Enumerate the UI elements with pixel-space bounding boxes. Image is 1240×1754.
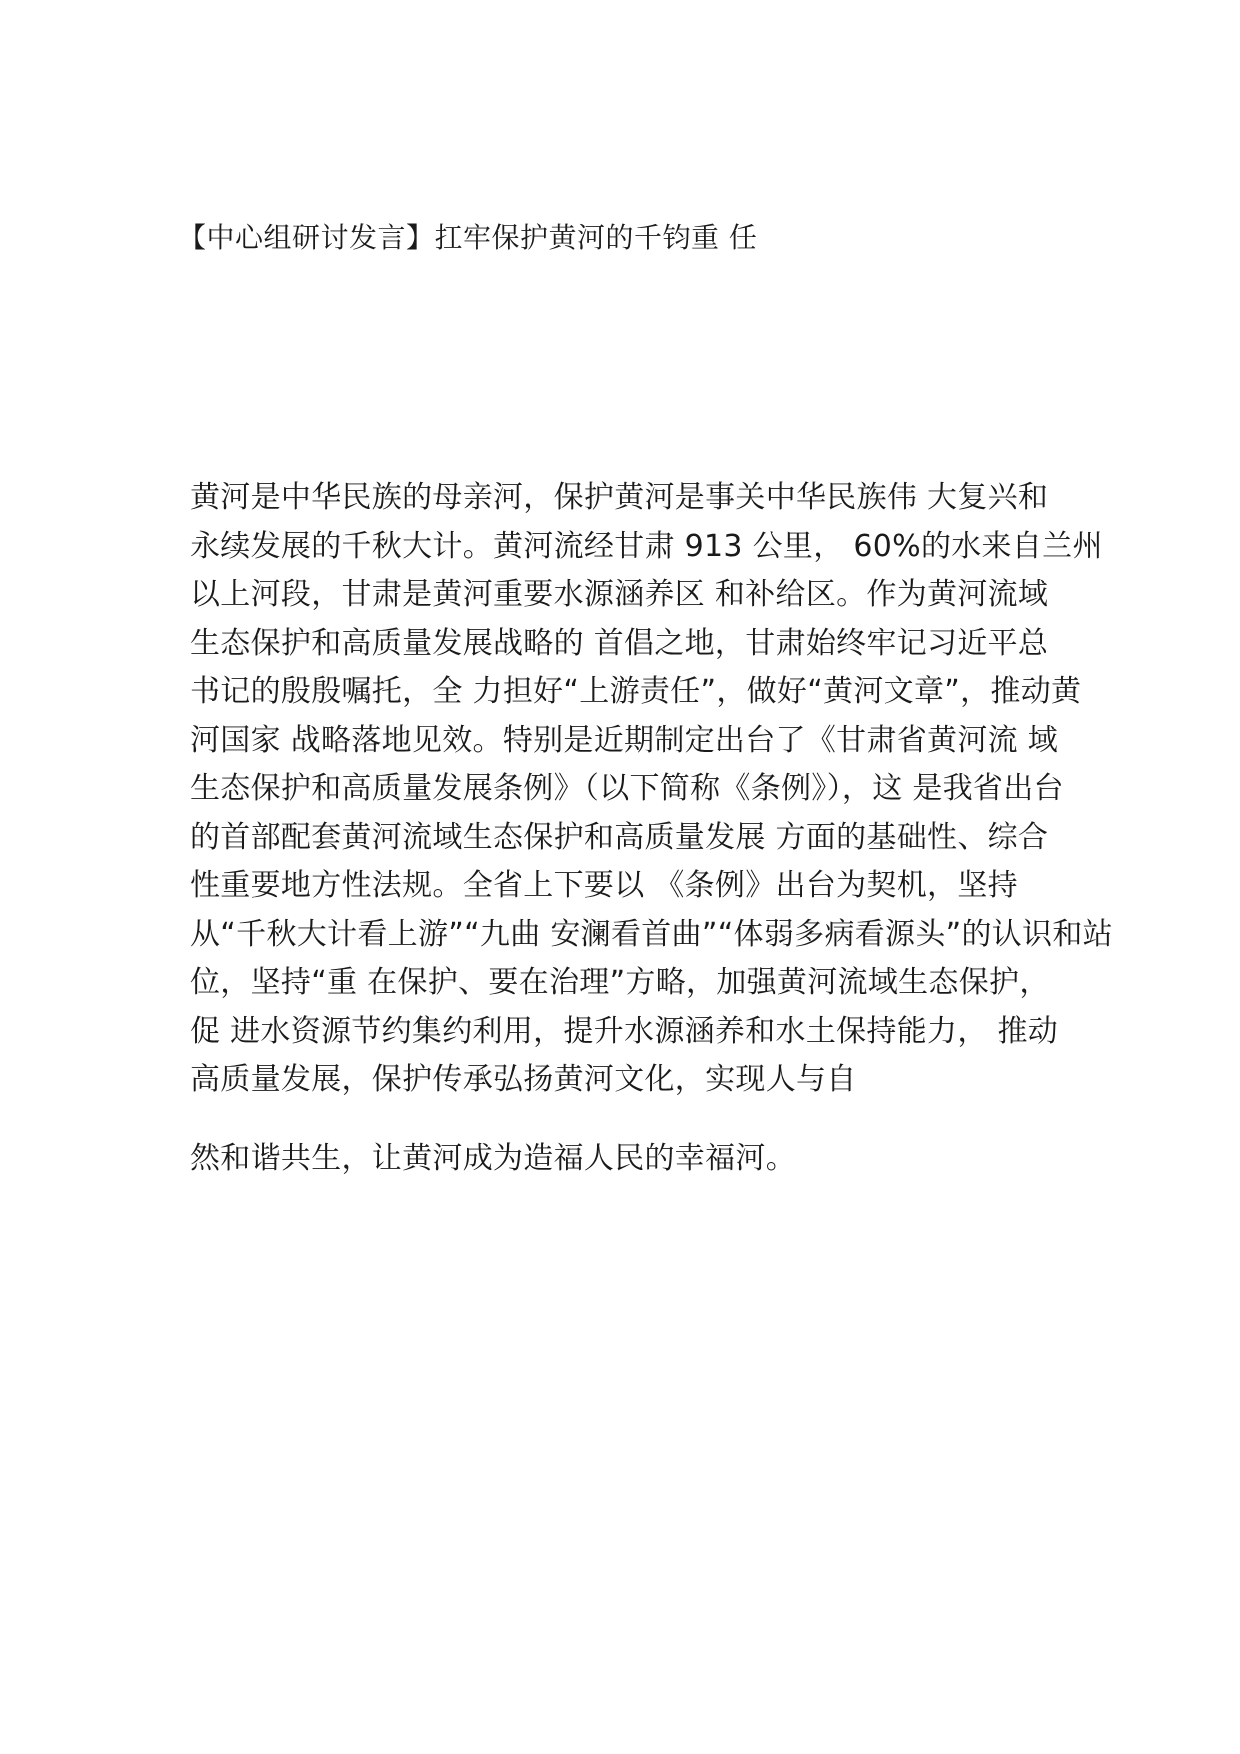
body-line: 生态保护和高质量发展战略的 首倡之地，甘肃始终牢记习近平总: [190, 625, 1049, 661]
document-title: 【中心组研讨发言】扛牢保护黄河的千钧重 任: [178, 221, 758, 254]
closing-paragraph: 然和谐共生，让黄河成为造福人民的幸福河。: [190, 1141, 796, 1176]
body-line: 促 进水资源节约集约利用，提升水源涵养和水土保持能力， 推动: [190, 1013, 1059, 1049]
body-line: 河国家 战略落地见效。特别是近期制定出台了《甘肃省黄河流 域: [190, 722, 1059, 758]
body-paragraph: [190, 474, 1113, 1105]
body-line: 书记的殷殷嘱托，全 力担好“上游责任”，做好“黄河文章”，推动黄: [190, 674, 1082, 709]
body-line: 的首部配套黄河流域生态保护和高质量发展 方面的基础性、综合: [190, 819, 1049, 855]
body-line: 生态保护和高质量发展条例》（以下简称《条例》），这 是我省出台: [190, 771, 1064, 806]
body-line: 从“千秋大计看上游”“九曲 安澜看首曲”“体弱多病看源头”的认识和站: [190, 916, 1113, 952]
body-line: 位，坚持“重 在保护、要在治理”方略，加强黄河流域生态保护，: [190, 965, 1050, 1000]
body-line: 黄河是中华民族的母亲河，保护黄河是事关中华民族伟 大复兴和: [190, 480, 1049, 515]
body-line: 性重要地方性法规。全省上下要以 《条例》出台为契机，坚持: [190, 868, 1018, 903]
body-line: 永续发展的千秋大计。黄河流经甘肃 913 公里， 60%的水来自兰州: [190, 528, 1103, 564]
body-line: 以上河段，甘肃是黄河重要水源涵养区 和补给区。作为黄河流域: [190, 577, 1049, 612]
body-line: 高质量发展，保护传承弘扬黄河文化，实现人与自: [190, 1062, 857, 1097]
